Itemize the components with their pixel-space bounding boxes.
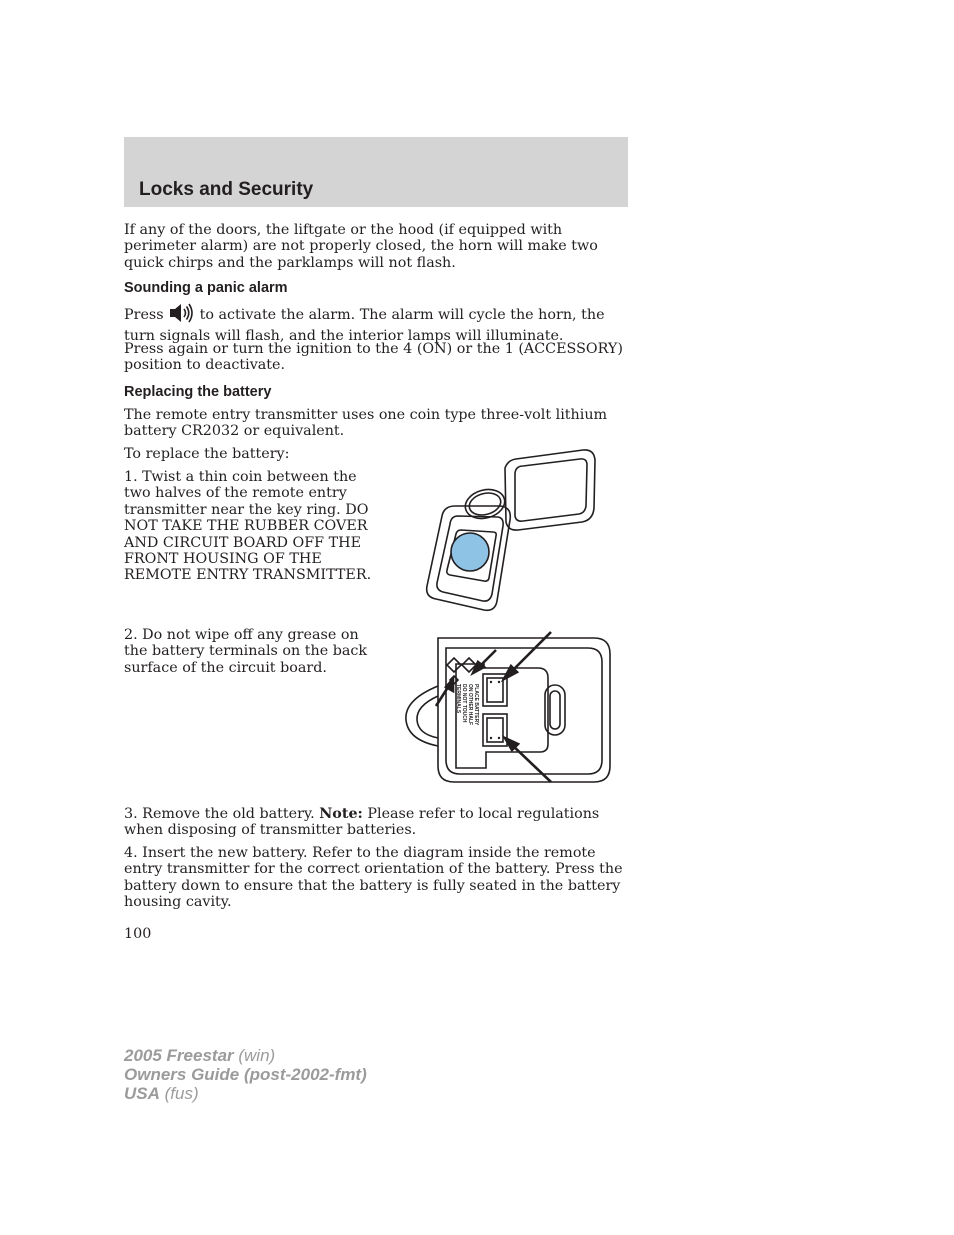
deactivate-paragraph: Press again or turn the ignition to the 4 (ON) or the 1 (ACCESSORY) position to deactivate.	[124, 341, 623, 374]
arrow-bottom-right	[511, 744, 551, 782]
step-3-note-text: Please refer to local regulations when disposing of transmitter batteries.	[124, 806, 600, 839]
step-3-note-label: Note:	[319, 806, 363, 822]
footer-market-code: (fus)	[159, 1084, 199, 1103]
footer-market: USA	[124, 1084, 160, 1103]
transmitter-open-figure	[420, 446, 605, 616]
footer-line-1	[124, 1046, 367, 1065]
step-3-text: 3. Remove the old battery.	[124, 806, 315, 822]
battery-heading: Replacing the battery	[124, 384, 272, 400]
press-rest-text: to activate the alarm. The alarm will cycle the horn, the turn signals will flash, and the interior lamps will illuminate.	[124, 307, 605, 345]
press-word: Press	[124, 307, 164, 324]
section-title: Locks and Security	[139, 179, 314, 200]
step-3	[124, 806, 628, 839]
footer-model-code: (win)	[233, 1046, 276, 1065]
footer-model: 2005 Freestar	[124, 1046, 234, 1065]
document-footer	[124, 1046, 367, 1103]
diagram-label-3: DO NOT TOUCH	[461, 684, 467, 723]
diagram-label-1: PLACE BATTERY	[473, 684, 479, 726]
step-2: 2. Do not wipe off any grease on the battery terminals on the back surface of the circuit board.	[124, 627, 368, 676]
footer-guide: Owners Guide (post-2002-fmt)	[124, 1065, 367, 1084]
step-4: 4. Insert the new battery. Refer to the diagram inside the remote entry transmitter for the correct orientation of the battery. Press the battery down to ensure that the battery is fully seated in the battery housing cavity.	[124, 845, 623, 911]
diagram-label-2: ON OTHER HALF	[467, 684, 473, 726]
panic-heading: Sounding a panic alarm	[124, 280, 288, 296]
section-header-band	[124, 137, 628, 207]
battery-terminals-figure	[398, 628, 614, 786]
footer-line-3	[124, 1084, 367, 1103]
intro-paragraph: If any of the doors, the liftgate or the hood (if equipped with perimeter alarm) are not properly closed, the horn will make two quick chirps and the parklamps will not flash.	[124, 222, 598, 271]
battery-paragraph-2: To replace the battery:	[124, 446, 290, 462]
speaker-sound-icon	[168, 302, 194, 328]
step-1: 1. Twist a thin coin between the two halves of the remote entry transmitter near the key ring. DO NOT TAKE THE RUBBER COVER AND CIRCUIT BOARD OFF THE FRONT HOUSING OF THE REMOTE ENTRY TRANSMITTER.	[124, 469, 372, 584]
battery-paragraph-1: The remote entry transmitter uses one coin type three-volt lithium battery CR2032 or equivalent.	[124, 407, 608, 440]
page-number: 100	[124, 926, 152, 942]
coin-battery	[451, 533, 489, 571]
diagram-label-4: TERMINALS	[455, 684, 461, 714]
footer-line-2	[124, 1065, 367, 1084]
panic-press-paragraph	[124, 302, 628, 345]
